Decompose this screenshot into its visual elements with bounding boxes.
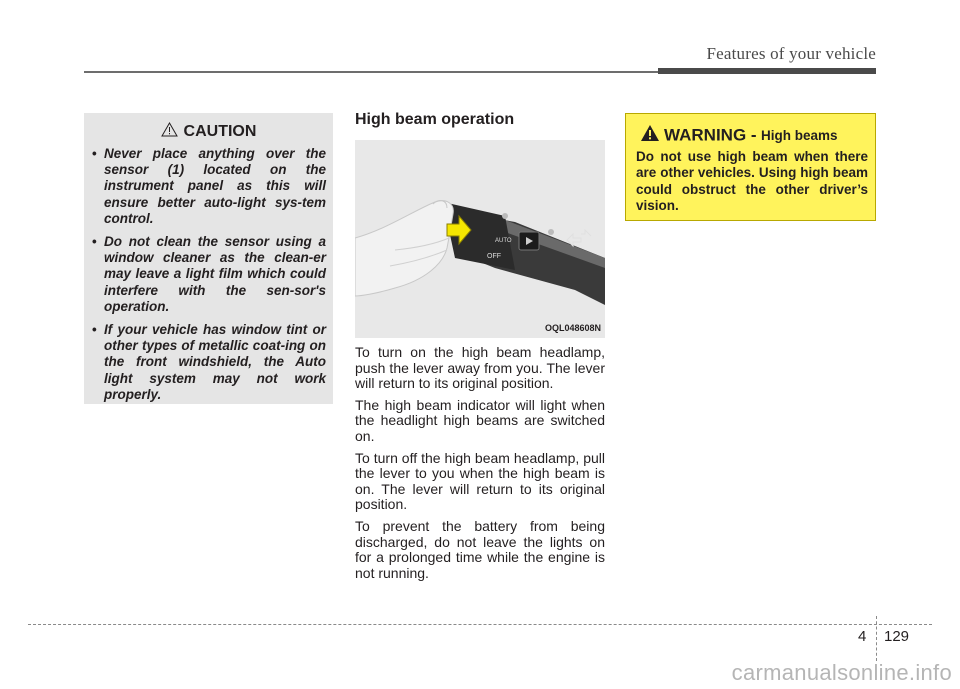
caution-box <box>84 113 333 404</box>
chapter-number: 4 <box>858 628 867 645</box>
lever-illustration <box>355 140 605 338</box>
list-item: • Never place anything over the sensor (1) located on the instrument panel as this will ensure better auto-light sys-tem control. <box>92 146 326 226</box>
warning-text: Do not use high beam when there are other vehicles. Using high beam could obstruct the other driver’s vision. <box>636 149 868 213</box>
paragraph: To prevent the battery from being discharged, do not leave the lights on for a prolonged time while the engine is not running. <box>355 517 605 581</box>
caution-list <box>92 146 326 410</box>
header-section-title: Features of your vehicle <box>706 44 876 63</box>
lever-label-auto: AUTO <box>495 238 512 244</box>
section-title: High beam operation <box>355 111 515 128</box>
list-item: • If your vehicle has window tint or other types of metallic coat-ing on the front windshield, the Auto light system may not work properly. <box>92 322 326 402</box>
caution-header <box>84 122 333 142</box>
caution-triangle-icon <box>161 122 178 142</box>
header-rule-accent <box>658 68 876 74</box>
footer-divider <box>876 616 877 661</box>
warning-header <box>640 124 838 147</box>
warning-box <box>625 113 876 221</box>
paragraph: The high beam indicator will light when the headlight high beams are switched on. <box>355 396 605 444</box>
warning-triangle-icon <box>640 124 660 147</box>
page-number: 129 <box>884 628 910 645</box>
header-rule <box>84 71 660 73</box>
body-text <box>355 345 605 587</box>
paragraph: To turn off the high beam headlamp, pull the lever to you when the high beam is on. The lever will return to its original position. <box>355 449 605 513</box>
watermark: carmanualsonline.info <box>731 660 952 685</box>
figure-caption: OQL048608N <box>544 323 601 333</box>
lever-label-off: OFF <box>487 253 501 260</box>
list-item: • Do not clean the sensor using a window cleaner as the clean-er may leave a light film which could interfere with the sen-sor's operation. <box>92 234 326 314</box>
caution-label: CAUTION <box>183 123 257 140</box>
high-beam-figure <box>355 140 605 338</box>
paragraph: To turn on the high beam headlamp, push the lever away from you. The lever will return to its original position. <box>355 344 605 392</box>
warning-label: WARNING - <box>664 125 757 145</box>
footer-rule <box>28 624 932 625</box>
warning-subtitle: High beams <box>761 128 838 143</box>
